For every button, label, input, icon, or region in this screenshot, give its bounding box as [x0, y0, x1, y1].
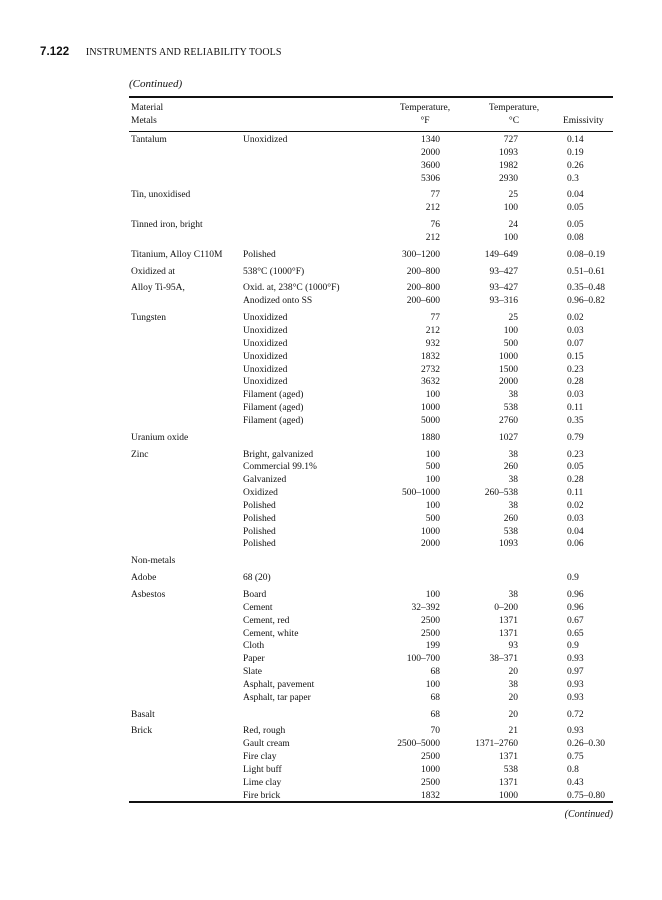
emissivity-cell: 0.26–0.30	[567, 739, 605, 750]
table-row	[129, 640, 613, 653]
condition-cell: Light buff	[243, 764, 282, 775]
temp-c-cell: 1093	[499, 539, 518, 550]
material-cell: Brick	[131, 726, 153, 737]
temp-f-cell: 500–1000	[402, 488, 440, 499]
temp-f-cell: 1000	[421, 764, 440, 775]
temp-f-cell: 200–600	[406, 296, 440, 307]
emissivity-cell: 0.26	[567, 160, 584, 171]
temp-f-cell: 2000	[421, 539, 440, 550]
emissivity-cell: 0.19	[567, 147, 584, 158]
emissivity-cell: 0.02	[567, 500, 584, 511]
temp-f-cell: 68	[430, 709, 440, 720]
temp-c-cell: 1371–2760	[475, 739, 518, 750]
material-cell: Tin, unoxidised	[131, 190, 191, 201]
temp-c-cell: 93–427	[489, 283, 518, 294]
table-row	[129, 249, 613, 262]
condition-cell: Bright, galvanized	[243, 449, 314, 460]
condition-cell: Polished	[243, 249, 276, 260]
condition-cell: Board	[243, 590, 267, 600]
condition-cell: Anodized onto SS	[243, 296, 313, 307]
table-row	[129, 602, 613, 615]
emissivity-cell: 0.35	[567, 415, 584, 426]
material-cell: Tungsten	[131, 313, 167, 324]
condition-cell: Cement, red	[243, 615, 290, 626]
emissivity-cell: 0.65	[567, 628, 584, 639]
table-row	[129, 232, 613, 245]
temp-f-cell: 2500–5000	[397, 739, 440, 750]
emissivity-cell: 0.02	[567, 313, 584, 324]
page-number: 7.122	[40, 46, 70, 58]
table-row	[129, 325, 613, 338]
emissivity-cell: 0.11	[567, 403, 584, 414]
running-head	[40, 46, 282, 58]
temp-f-cell: 1880	[421, 432, 440, 443]
table-top-rule	[129, 96, 613, 98]
table-row	[129, 538, 613, 551]
continued-label-bottom: (Continued)	[564, 809, 613, 820]
table-row	[129, 351, 613, 364]
condition-cell: Oxidized	[243, 488, 278, 499]
condition-cell: Galvanized	[243, 475, 287, 486]
emissivity-cell: 0.93	[567, 692, 584, 703]
material-cell: Tinned iron, bright	[131, 220, 203, 231]
temp-c-cell: 38	[508, 449, 518, 460]
table-row	[129, 415, 613, 428]
table-row	[129, 555, 613, 568]
material-cell: Alloy Ti-95A,	[131, 283, 185, 294]
table-row	[129, 526, 613, 539]
temp-f-cell: 212	[425, 203, 440, 214]
emissivity-cell: 0.05	[567, 220, 584, 231]
continued-label-top: (Continued)	[129, 78, 183, 90]
condition-cell: Oxid. at, 238°C (1000°F)	[243, 283, 340, 294]
emissivity-cell: 0.28	[567, 475, 584, 486]
material-cell: Adobe	[131, 573, 157, 584]
emissivity-cell: 0.43	[567, 777, 584, 788]
temp-c-cell: 260	[503, 513, 518, 524]
temp-c-cell: 1371	[499, 628, 518, 639]
temp-f-cell: 300–1200	[402, 249, 440, 260]
temp-f-cell: 3632	[421, 377, 440, 388]
table-row	[129, 160, 613, 173]
table-group	[129, 266, 613, 279]
table-row	[129, 219, 613, 232]
temp-f-cell: 1000	[421, 526, 440, 537]
emissivity-cell: 0.75	[567, 752, 584, 763]
table-group	[129, 134, 613, 185]
temp-f-cell: 77	[430, 313, 440, 324]
material-cell: Asbestos	[131, 590, 166, 600]
header-rule	[129, 131, 613, 132]
table-row	[129, 295, 613, 308]
emissivity-cell: 0.14	[567, 135, 584, 145]
temp-c-cell: 20	[508, 667, 518, 678]
temp-c-cell: 260	[503, 462, 518, 473]
table-row	[129, 513, 613, 526]
temp-f-cell: 70	[430, 726, 440, 737]
header-temp-f-unit: °F	[420, 116, 430, 126]
temp-f-cell: 77	[430, 190, 440, 201]
condition-cell: 538°C (1000°F)	[243, 266, 305, 277]
temp-c-cell: 1000	[499, 790, 518, 801]
table-row	[129, 266, 613, 279]
condition-cell: Unoxidized	[243, 351, 288, 362]
temp-c-cell: 1093	[499, 147, 518, 158]
temp-f-cell: 100	[425, 500, 440, 511]
temp-f-cell: 1832	[421, 790, 440, 801]
table-row	[129, 692, 613, 705]
condition-cell: Cement	[243, 602, 273, 613]
table-row	[129, 461, 613, 474]
temp-c-cell: 1371	[499, 615, 518, 626]
emissivity-cell: 0.05	[567, 203, 584, 214]
table-group	[129, 219, 613, 245]
temp-f-cell: 200–800	[406, 266, 440, 277]
table-row	[129, 282, 613, 295]
condition-cell: Polished	[243, 526, 276, 537]
table-row	[129, 189, 613, 202]
table-row	[129, 364, 613, 377]
table-group	[129, 432, 613, 445]
condition-cell: Polished	[243, 513, 276, 524]
table-row	[129, 738, 613, 751]
temp-f-cell: 2500	[421, 615, 440, 626]
table-row	[129, 474, 613, 487]
emissivity-cell: 0.15	[567, 351, 584, 362]
header-material-label: Material	[131, 103, 164, 113]
table-row	[129, 572, 613, 585]
emissivity-cell: 0.28	[567, 377, 584, 388]
temp-f-cell: 500	[425, 513, 440, 524]
table-row	[129, 432, 613, 445]
temp-c-cell: 1371	[499, 752, 518, 763]
table-row	[129, 147, 613, 160]
temp-f-cell: 32–392	[411, 602, 440, 613]
table-row	[129, 389, 613, 402]
table-row	[129, 628, 613, 641]
condition-cell: Fire clay	[243, 752, 277, 763]
table-row	[129, 500, 613, 513]
condition-cell: Filament (aged)	[243, 403, 304, 414]
temp-f-cell: 212	[425, 232, 440, 243]
table-row	[129, 589, 613, 602]
temp-c-cell: 1027	[499, 432, 518, 443]
condition-cell: Filament (aged)	[243, 415, 304, 426]
table-row	[129, 376, 613, 389]
table-group	[129, 709, 613, 722]
temp-c-cell: 149–649	[484, 249, 518, 260]
temp-c-cell: 38	[508, 679, 518, 690]
temp-c-cell: 2930	[499, 173, 518, 184]
table-row	[129, 615, 613, 628]
temp-f-cell: 100	[425, 390, 440, 401]
condition-cell: Unoxidized	[243, 325, 288, 336]
temp-c-cell: 1500	[499, 364, 518, 375]
table-group	[129, 249, 613, 262]
temp-f-cell: 212	[425, 325, 440, 336]
temp-f-cell: 100	[425, 449, 440, 460]
material-cell: Non-metals	[131, 556, 176, 567]
header-metals-label: Metals	[131, 116, 157, 126]
condition-cell: Asphalt, pavement	[243, 679, 315, 690]
temp-f-cell: 1340	[421, 135, 440, 145]
running-title: INSTRUMENTS AND RELIABILITY TOOLS	[85, 47, 282, 58]
temp-c-cell: 20	[508, 692, 518, 703]
temp-f-cell: 200–800	[406, 283, 440, 294]
table-row	[129, 134, 613, 147]
emissivity-cell: 0.93	[567, 654, 584, 665]
temp-c-cell: 1371	[499, 777, 518, 788]
condition-cell: Filament (aged)	[243, 390, 304, 401]
emissivity-cell: 0.05	[567, 462, 584, 473]
condition-cell: Red, rough	[243, 726, 286, 737]
header-emissivity-label: Emissivity	[563, 116, 604, 126]
temp-f-cell: 2000	[421, 147, 440, 158]
emissivity-cell: 0.07	[567, 338, 584, 349]
table-row	[129, 312, 613, 325]
temp-c-cell: 38–371	[489, 654, 518, 665]
temp-f-cell: 199	[425, 641, 440, 652]
temp-c-cell: 93	[508, 641, 518, 652]
temp-c-cell: 21	[508, 726, 518, 737]
emissivity-cell: 0.11	[567, 488, 584, 499]
temp-f-cell: 2500	[421, 628, 440, 639]
table-bottom-rule	[129, 801, 613, 803]
material-cell: Basalt	[131, 709, 155, 720]
temp-c-cell: 538	[503, 403, 518, 414]
temp-c-cell: 38	[508, 590, 518, 600]
condition-cell: Unoxidized	[243, 313, 288, 324]
temp-f-cell: 5000	[421, 415, 440, 426]
condition-cell: 68 (20)	[243, 573, 271, 584]
emissivity-cell: 0.9	[567, 641, 579, 652]
temp-c-cell: 38	[508, 500, 518, 511]
temp-c-cell: 100	[503, 232, 518, 243]
table-row	[129, 725, 613, 738]
temp-f-cell: 5306	[421, 173, 440, 184]
condition-cell: Unoxidized	[243, 338, 288, 349]
emissivity-cell: 0.93	[567, 726, 584, 737]
table-group	[129, 589, 613, 705]
temp-c-cell: 2000	[499, 377, 518, 388]
table-group	[129, 725, 613, 802]
emissivity-cell: 0.72	[567, 709, 584, 720]
temp-f-cell: 76	[430, 220, 440, 231]
temp-f-cell: 2500	[421, 752, 440, 763]
header-temp-c-unit: °C	[508, 116, 520, 126]
temp-c-cell: 1982	[499, 160, 518, 171]
material-cell: Uranium oxide	[131, 432, 189, 443]
temp-c-cell: 38	[508, 390, 518, 401]
temp-f-cell: 100	[425, 679, 440, 690]
temp-c-cell: 538	[503, 764, 518, 775]
material-cell: Titanium, Alloy C110M	[131, 249, 223, 260]
emissivity-cell: 0.03	[567, 325, 584, 336]
condition-cell: Unoxidized	[243, 364, 288, 375]
condition-cell: Lime clay	[243, 777, 282, 788]
temp-c-cell: 38	[508, 475, 518, 486]
material-cell: Zinc	[131, 449, 149, 460]
header-temp-c-label: Temperature,	[488, 103, 540, 113]
table-row	[129, 679, 613, 692]
header-temp-f-label: Temperature,	[399, 103, 451, 113]
table-row	[129, 751, 613, 764]
temp-c-cell: 25	[508, 190, 518, 201]
emissivity-cell: 0.96	[567, 590, 584, 600]
emissivity-cell: 0.8	[567, 764, 579, 775]
material-cell: Oxidized at	[131, 266, 176, 277]
temp-c-cell: 93–427	[489, 266, 518, 277]
temp-c-cell: 500	[503, 338, 518, 349]
temp-f-cell: 2732	[421, 364, 440, 375]
condition-cell: Polished	[243, 500, 276, 511]
material-cell: Tantalum	[131, 135, 167, 145]
table-group	[129, 572, 613, 585]
emissivity-cell: 0.23	[567, 449, 584, 460]
emissivity-cell: 0.9	[567, 573, 579, 584]
condition-cell: Fire brick	[243, 790, 281, 801]
temp-f-cell: 932	[425, 338, 440, 349]
temp-c-cell: 24	[508, 220, 518, 231]
header-material	[131, 102, 163, 128]
table-row	[129, 653, 613, 666]
temp-c-cell: 0–200	[494, 602, 518, 613]
header-temp-c	[474, 102, 554, 128]
emissivity-cell: 0.23	[567, 364, 584, 375]
temp-c-cell: 100	[503, 203, 518, 214]
temp-f-cell: 68	[430, 667, 440, 678]
temp-c-cell: 93–316	[489, 296, 518, 307]
temp-f-cell: 68	[430, 692, 440, 703]
emissivity-cell: 0.35–0.48	[567, 283, 605, 294]
table-row	[129, 338, 613, 351]
temp-f-cell: 2500	[421, 777, 440, 788]
condition-cell: Unoxidized	[243, 135, 288, 145]
temp-f-cell: 100–700	[406, 654, 440, 665]
condition-cell: Asphalt, tar paper	[243, 692, 311, 703]
emissivity-cell: 0.03	[567, 390, 584, 401]
table-row	[129, 449, 613, 462]
temp-f-cell: 100	[425, 590, 440, 600]
emissivity-cell: 0.93	[567, 679, 584, 690]
condition-cell: Paper	[243, 654, 265, 665]
temp-f-cell: 1000	[421, 403, 440, 414]
emissivity-cell: 0.04	[567, 526, 584, 537]
table-row	[129, 666, 613, 679]
emissivity-cell: 0.97	[567, 667, 584, 678]
condition-cell: Unoxidized	[243, 377, 288, 388]
temp-c-cell: 538	[503, 526, 518, 537]
temp-c-cell: 2760	[499, 415, 518, 426]
table-group	[129, 555, 613, 568]
table-group	[129, 449, 613, 552]
table-row	[129, 777, 613, 790]
table-row	[129, 202, 613, 215]
temp-c-cell: 100	[503, 325, 518, 336]
header-emissivity	[563, 102, 604, 128]
temp-c-cell: 25	[508, 313, 518, 324]
emissivity-table	[129, 134, 613, 803]
emissivity-cell: 0.03	[567, 513, 584, 524]
condition-cell: Cement, white	[243, 628, 299, 639]
table-group	[129, 312, 613, 428]
table-group	[129, 189, 613, 215]
emissivity-cell: 0.51–0.61	[567, 266, 605, 277]
table-row	[129, 173, 613, 186]
table-group	[129, 282, 613, 308]
emissivity-cell: 0.96	[567, 602, 584, 613]
temp-f-cell: 3600	[421, 160, 440, 171]
condition-cell: Gault cream	[243, 739, 290, 750]
header-temp-f	[385, 102, 465, 128]
temp-f-cell: 500	[425, 462, 440, 473]
condition-cell: Slate	[243, 667, 262, 678]
temp-c-cell: 727	[503, 135, 518, 145]
table-row	[129, 764, 613, 777]
emissivity-cell: 0.96–0.82	[567, 296, 605, 307]
temp-c-cell: 1000	[499, 351, 518, 362]
table-row	[129, 709, 613, 722]
condition-cell: Polished	[243, 539, 276, 550]
emissivity-cell: 0.06	[567, 539, 584, 550]
temp-c-cell: 20	[508, 709, 518, 720]
temp-c-cell: 260–538	[484, 488, 518, 499]
emissivity-cell: 0.67	[567, 615, 584, 626]
emissivity-cell: 0.75–0.80	[567, 790, 605, 801]
emissivity-cell: 0.08–0.19	[567, 249, 605, 260]
table-row	[129, 487, 613, 500]
emissivity-cell: 0.04	[567, 190, 584, 201]
condition-cell: Commercial 99.1%	[243, 462, 317, 473]
condition-cell: Cloth	[243, 641, 265, 652]
temp-f-cell: 1832	[421, 351, 440, 362]
emissivity-cell: 0.3	[567, 173, 579, 184]
table-row	[129, 402, 613, 415]
emissivity-cell: 0.08	[567, 232, 584, 243]
emissivity-cell: 0.79	[567, 432, 584, 443]
temp-f-cell: 100	[425, 475, 440, 486]
